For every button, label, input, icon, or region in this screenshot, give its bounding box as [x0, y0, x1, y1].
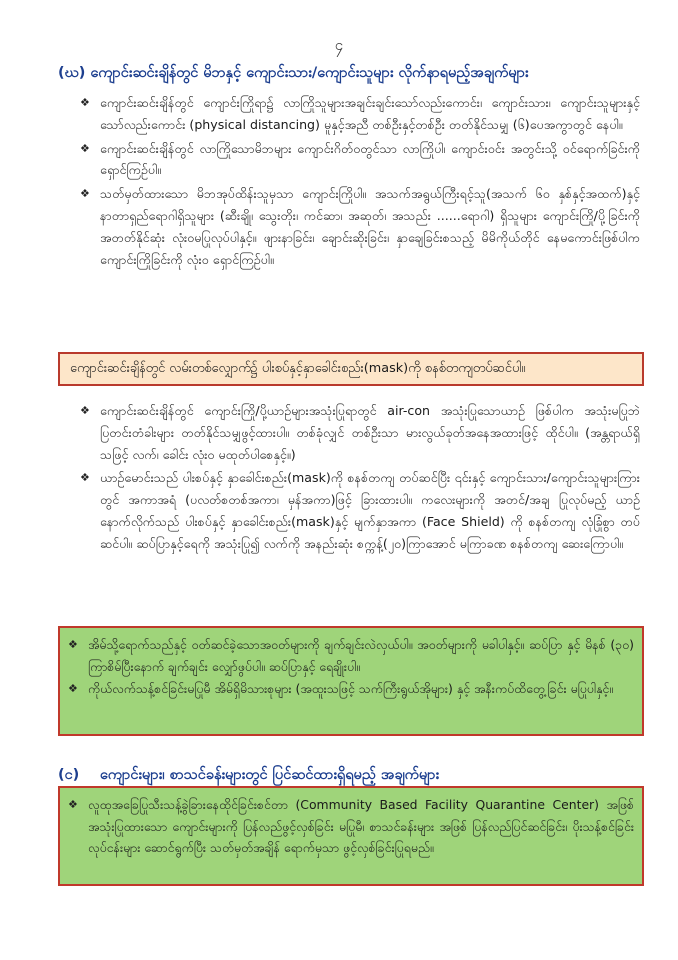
page-number: ၄	[334, 36, 344, 54]
list-item	[68, 678, 634, 700]
list-item	[80, 467, 640, 554]
list-item-text: ကျောင်းဆင်းချိန်တွင် ကျောင်းကြိုရာ၌ လာကြိုသူများအချင်းချင်းသော်လည်းကောင်း၊ ကျောင်းသား၊ ကျောင်းသူများနှင့် သော်လည်းကောင်း (physical distancing) မူနှင့်အညီ တစ်ဦးနှင့်တစ်ဦး တတ်နိုင်သမျှ (၆)ပေအကွာတွင် နေပါ။	[100, 95, 640, 132]
list-item	[80, 138, 640, 182]
list-item-text: ကိုယ်လက်သန့်စင်ခြင်းမပြုမီ အိမ်ရှိမိသားစုများ (အထူးသဖြင့် သက်ကြီးရွယ်အိုများ) နှင့် အနီးကပ်ထိတွေ့ခြင်း မပြုပါနှင့်။	[88, 681, 614, 696]
dismissal-guidelines-list	[80, 92, 640, 272]
bullet-diamond-icon: ❖	[80, 141, 90, 155]
transport-guidelines-list	[80, 400, 640, 557]
list-item	[80, 92, 640, 136]
list-item	[68, 634, 634, 677]
bullet-diamond-icon: ❖	[68, 638, 78, 651]
list-item-text: ကျောင်းဆင်းချိန်တွင် ကျောင်းကြို/ပို့ယာဉ်များအသုံးပြုရာတွင် air-con အသုံးပြုသောယာဉ် ဖြစ်ပါက အသုံးမပြုဘဲ ပြတင်းတံခါးများ တတ်နိုင်သမျှဖွင့်ထားပါ။ တစ်ခုံလျှင် တစ်ဦးသာ မားလွယ်ခုတ်အနေအထားဖြင့် ထိုင်ပါ။ (အန္တရာယ်ရှိသဖြင့် လက်၊ ခေါင်း လုံးဝ မထုတ်ပါစေနှင့်။)	[100, 403, 640, 462]
mask-reminder-banner: ကျောင်းဆင်းချိန်တွင် လမ်းတစ်လျှောက်၌ ပါးစပ်နှင့်နှာခေါင်းစည်း(mask)ကို စနစ်တကျတပ်ဆင်ပါ။	[58, 352, 644, 386]
quarantine-center-guidelines-box	[58, 786, 644, 886]
bullet-diamond-icon: ❖	[80, 187, 90, 201]
list-item	[68, 794, 634, 859]
section-heading-classroom-preparation	[58, 766, 439, 787]
bullet-diamond-icon: ❖	[80, 471, 90, 485]
bullet-diamond-icon: ❖	[68, 798, 78, 811]
bullet-diamond-icon: ❖	[68, 682, 78, 695]
bullet-diamond-icon: ❖	[80, 404, 90, 417]
section-title: ကျောင်းများ၊ စာသင်ခန်းများတွင် ပြင်ဆင်ထားရှိရမည့် အချက်များ	[100, 767, 440, 783]
home-arrival-guidelines-box	[58, 626, 644, 736]
section-heading-school-dismissal: (ဃ) ကျောင်းဆင်းချိန်တွင် မိဘနှင့် ကျောင်းသား/ကျောင်းသူများ လိုက်နာရမည့်အချက်များ	[58, 65, 529, 81]
list-item-text: ကျောင်းဆင်းချိန်တွင် လာကြိုသောမိဘများ ကျောင်းဂိတ်ဝတွင်သာ လာကြိုပါ၊ ကျောင်းဝင်း အတွင်းသို့ ဝင်ရောက်ခြင်းကို ရှောင်ကြဉ်ပါ။	[100, 140, 640, 178]
bullet-diamond-icon: ❖	[80, 96, 90, 109]
list-item-text: လူထုအခြေပြုသီးသန့်ခွဲခြားနေထိုင်ခြင်းစင်တာ (Community Based Facility Quarantine Center) အဖြစ် အသုံးပြုထားသော ကျောင်းများကို ပြန်လည်ဖွင့်လှစ်ခြင်း မပြုမီ၊ စာသင်ခန်းများ အဖြစ် ပြန်လည်ပြင်ဆင်ခြင်း၊ ပိုးသန့်စင်ခြင်းလုပ်ငန်းများ ဆောင်ရွက်ပြီး သတ်မှတ်အချိန် ရောက်မှသာ ဖွင့်လှစ်ခြင်းပြုရမည်။	[88, 797, 634, 855]
section-label: (င)	[58, 767, 80, 783]
list-item-text: သတ်မှတ်ထားသော မိဘအုပ်ထိန်းသူမှသာ ကျောင်းကြိုပါ။ အသက်အရွယ်ကြီးရင့်သူ(အသက် ၆၀ နှစ်နှင့်အထက်)နှင့် နာတာရှည်ရောဂါရှိသူများ (ဆီးချို၊ သွေးတိုး၊ ကင်ဆာ၊ အဆုတ်၊ အသည်း ......ရောဂါ) ရှိသူများ ကျောင်းကြို/ပို့ခြင်းကို အတတ်နိုင်ဆုံး လုံးဝမပြုလုပ်ပါနှင့်။ ဖျားနာခြင်း၊ ချောင်းဆိုးခြင်း၊ နှာချေခြင်းစသည့် မိမိကိုယ်တိုင် နေမကောင်းဖြစ်ပါက ကျောင်းကြိုခြင်းကို လုံးဝ ရှောင်ကြဉ်ပါ။	[100, 186, 640, 267]
list-item-text: ယာဉ်မောင်းသည် ပါးစပ်နှင့် နှာခေါင်းစည်း(mask)ကို စနစ်တကျ တပ်ဆင်ပြီး ၎င်းနှင့် ကျောင်းသား/ကျောင်းသူများကြားတွင် အကာအရံ (ပလတ်စတစ်အကာ၊ မှန်အကာ)ဖြင့် ခြားထားပါ။ ကလေးများကို အတင်/အချ ပြုလုပ်မည့် ယာဉ်နောက်လိုက်သည် ပါးစပ်နှင့် နှာခေါင်းစည်း(mask)နှင့် မျက်နှာအကာ (Face Shield) ကို စနစ်တကျ လုံခြုံစွာ တပ်ဆင်ပါ။ ဆပ်ပြာနှင့်ရေကို အသုံးပြု၍ လက်ကို အနည်းဆုံး စက္ကန့်(၂၀)ကြာအောင် မကြာခဏ စနစ်တကျ ဆေးကြောပါ။	[100, 470, 640, 551]
list-item-text: အိမ်သို့ရောက်သည်နှင့် ဝတ်ဆင်ခဲ့သောအဝတ်များကို ချက်ချင်းလဲလှယ်ပါ။ အဝတ်များကို မခါပါနှင့်။ ဆပ်ပြာ နှင့် မိနစ် (၃၀) ကြာစိမ်ပြီးနောက် ချက်ချင်း လျှော်ဖွပ်ပါ။ ဆပ်ပြာနှင့် ရေချိုးပါ။	[88, 637, 634, 674]
list-item	[80, 400, 640, 465]
list-item	[80, 183, 640, 270]
